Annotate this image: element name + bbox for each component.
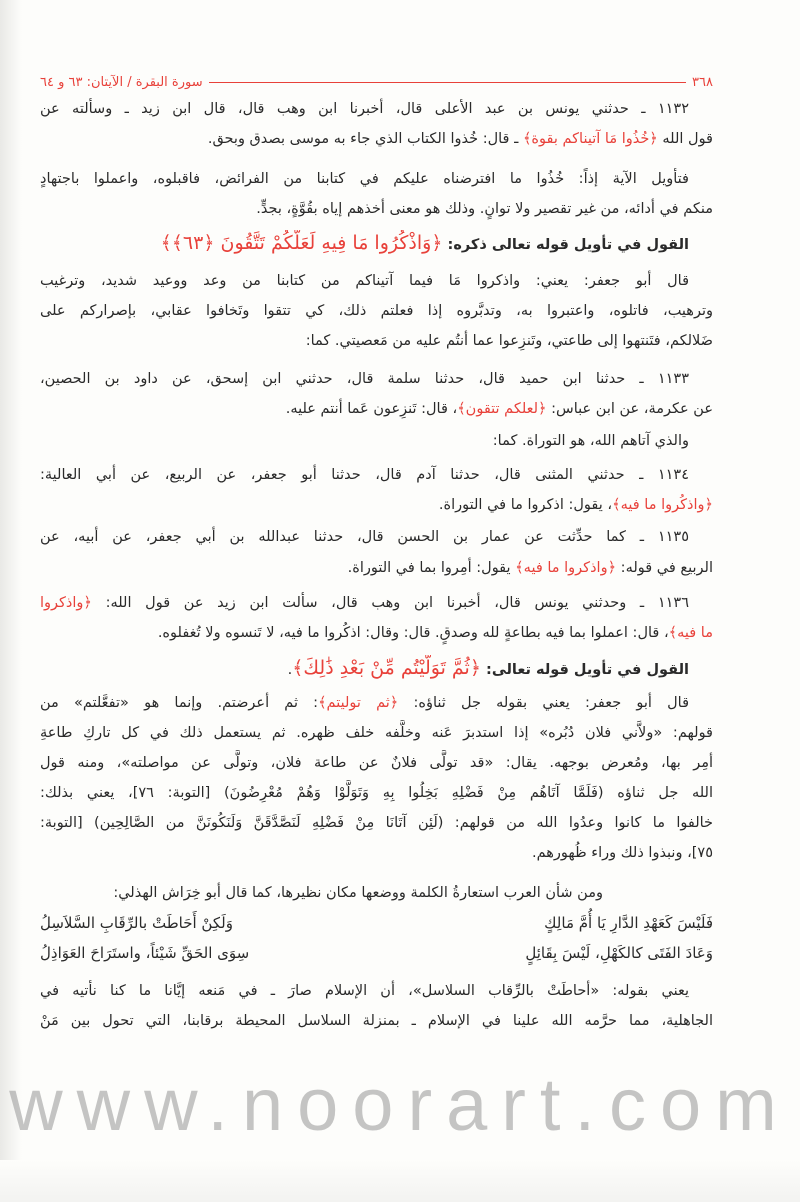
text: الله جل ثناؤه (فَلَمَّا آتَاهُم مِنْ فَضْلِهِ بَخِلُوا بِهِ وَتَوَلَّوْا وَهُمْ مُعْرِضُونَ) [التوبة: ٧٦]، يعني بذلك: — [40, 785, 713, 801]
text: قول الله — [657, 131, 713, 147]
watermark: www.noorart.com — [9, 1063, 791, 1146]
quran-quote: ﴿لعلكم تتقون﴾ — [457, 401, 547, 417]
hadith-1135-line — [40, 555, 713, 581]
quran-quote: ﴿واذكُروا ما فيه﴾ — [612, 497, 713, 513]
text: قال أبو جعفر: يعني بقوله جل ثناؤه: — [398, 695, 689, 711]
quran-quote: ﴿ثم توليتم﴾ — [318, 695, 399, 711]
text: ، يقول: اذكروا ما في التوراة. — [438, 497, 613, 513]
paragraph-line — [40, 196, 713, 222]
page-number: ٣٦٨ — [692, 74, 713, 90]
paragraph-line — [40, 268, 713, 294]
paragraph-line — [40, 690, 713, 716]
hadith-1132-line — [40, 126, 713, 152]
text: عن عكرمة، عن ابن عباس: — [546, 401, 713, 417]
heading-text: القول في تأويل قوله تعالى: — [480, 662, 689, 678]
hadith-1134-line — [40, 492, 713, 518]
quran-verse: ﴿ثُمَّ تَوَلَّيْتُم مِّنْ بَعْدِ ذَٰلِكَ﴾ — [292, 657, 481, 679]
text: ١١٣٤ ـ حدثني المثنى قال، حدثنا آدم قال، حدثنا أبو جعفر، عن الربيع، عن أبي العالية: — [40, 467, 689, 483]
text: ١١٣٦ ـ وحدثني يونس قال، أخبرنا ابن وهب قال، سألت ابن زيد عن قول الله: — [91, 595, 689, 611]
hadith-1133-line — [40, 396, 713, 422]
paragraph-line — [40, 840, 713, 866]
hadith-1136-line — [40, 620, 713, 646]
text: وترهيب، فاتلوه، واعتبروا به، وتدبَّروه إذا فعلتم ذلك، كي تتقوا وتَخافوا عقابي، بإصراركم على — [40, 303, 713, 319]
paragraph-line — [40, 880, 713, 906]
text: ـ قال: خُذوا الكتاب الذي جاء به موسى بصدق وبحق. — [207, 131, 523, 147]
text: ١١٣٣ ـ حدثنا ابن حميد قال، حدثنا سلمة قال، حدثني ابن إسحق، عن داود بن الحصين، — [40, 371, 689, 387]
section-heading — [40, 655, 713, 681]
page-edge-shadow — [0, 0, 22, 1202]
quran-quote: ﴿واذكروا ما فيه﴾ — [515, 560, 617, 576]
paragraph-line — [40, 328, 713, 354]
paragraph-line — [40, 978, 713, 1004]
text: ٧٥]، ونبذوا ذلك وراء ظُهورهم. — [532, 845, 713, 861]
text: والذي آتاهم الله، هو التوراة. كما: — [492, 433, 689, 449]
poem-verse-1-first-hemistich: فَلَيْسَ كَعَهْدِ الدَّارِ يَا أُمَّ مَالِكٍ — [544, 914, 713, 932]
header-rule — [209, 82, 686, 83]
text: يقول: أمِروا بما في التوراة. — [347, 560, 516, 576]
quran-quote: ﴿واذكروا — [40, 595, 92, 611]
poem-verse-2-second-hemistich: سِوَى الحَقِّ شَيْئاً، واستَرَاحَ العَوَاذِلُ — [40, 944, 250, 962]
text: . — [287, 662, 293, 678]
paragraph-line — [40, 1008, 713, 1034]
header-title: سورة البقرة / الآيتان: ٦٣ و ٦٤ — [40, 74, 203, 90]
hadith-1136-line — [40, 590, 713, 616]
text: : ثم أعرضتم. وإنما هو «تفعَّلتم» من — [40, 695, 319, 711]
paragraph-line — [40, 780, 713, 806]
text: قولهم: «ولاَّني فلان دُبُره» إذا استدبرَ عَنه وخلَّفه خلف ظهره. ثم يستعمل ذلك في كل تاركِ طاعةِ — [40, 725, 713, 741]
paragraph-line — [40, 298, 713, 324]
text: يعني بقوله: «أحاطَتْ بالرِّقاب السلاسل»، أن الإسلام صارَ ـ في مَنعه إيَّانا ما كنا نأتيه في — [40, 983, 689, 999]
text: ، قال: تَنزِعون عَما أنتم عليه. — [285, 401, 458, 417]
poem-verse-1-second-hemistich: وَلَكِنْ أَحَاطَتْ بالرِّقَابِ السَّلاَسِلُ — [40, 914, 233, 932]
text: ، قال: اعملوا بما فيه بطاعةٍ لله وصدقٍ. قال: وقال: اذكُروا ما فيه، لا تَنسوه ولا تُغفلوه. — [157, 625, 669, 641]
text: ١١٣٥ ـ كما حدِّثت عن عمار بن الحسن قال، حدثنا عبدالله بن أبي جعفر، عن أبيه، عن — [40, 529, 689, 545]
text: أمِر بها، ومُعرض بوجهه. يقال: «قد تولَّى فلانٌ عن طاعة فلان، وتولَّى عن مواصلته»، ومنه قول — [40, 755, 713, 771]
text: ضَلالكم، فتَنتهوا إلى طاعتي، وتَنزِعوا عما أنتُم عليه من مَعصيتي. كما: — [305, 333, 713, 349]
paragraph-line — [40, 720, 713, 746]
text: قال أبو جعفر: يعني: واذكروا مَا فيما آتيناكم من كتابنا من وعد ووعيد شديد، وترغيب — [40, 273, 689, 289]
running-header — [40, 72, 713, 92]
text: خالفوا ما كانوا وعدُوا الله من قولهم: (لَئِن آتَانَا مِنْ فَضْلِهِ لَنَصَّدَّقَنَّ وَلَنَكُونَنَّ من الصَّالِحِين) [التوبة: — [40, 815, 713, 831]
quran-verse: ﴿وَاذْكُرُوا مَا فِيهِ لَعَلَّكُمْ تَتَّقُونَ ﴿٦٣﴾﴾ — [160, 232, 443, 254]
hadith-1135-line — [40, 524, 713, 550]
text: الجاهلية، مما حرَّمه الله علينا في الإسلام ـ بمنزلة السلاسل المحيطة برقابنا، التي تحول بين مَنْ — [40, 1013, 713, 1029]
text: ١١٣٢ ـ حدثني يونس بن عبد الأعلى قال، أخبرنا ابن وهب قال، قال ابن زيد ـ وسألته عن — [40, 101, 689, 117]
hadith-1133-line — [40, 366, 713, 392]
quran-quote: ما فيه﴾ — [668, 625, 713, 641]
paragraph-line — [40, 428, 713, 454]
quran-quote: ﴿خُذُوا مَا آتيناكم بقوة﴾ — [522, 131, 658, 147]
page-bottom-margin — [0, 1160, 800, 1202]
text: فتأويل الآية إذاً: خُذُوا ما افترضناه عليكم في كتابنا من الفرائض، فاقبلوه، واعملوا باجتهادٍ — [40, 171, 689, 187]
hadith-1132-line — [40, 96, 713, 122]
hadith-1134-line — [40, 462, 713, 488]
text: الربيع في قوله: — [616, 560, 713, 576]
section-heading — [40, 230, 713, 256]
heading-text: القول في تأويل قوله تعالى ذكره: — [442, 237, 689, 253]
paragraph-line — [40, 810, 713, 836]
text: ومن شأن العرب استعارةُ الكلمة ووضعها مكان نظيرها، كما قال أبو خِرَاش الهذلي: — [113, 885, 603, 901]
paragraph-line — [40, 166, 713, 192]
poem-verse-2-first-hemistich: وَعَادَ الفَتَى كالكَهْلِ، لَيْسَ بِقَائِلٍ — [525, 944, 713, 962]
paragraph-line — [40, 750, 713, 776]
text: منكم في أدائه، من غير تقصير ولا توانٍ. وذلك هو معنى أخذهم إياه بقُوَّةٍ، بجدٍّ. — [256, 201, 713, 217]
